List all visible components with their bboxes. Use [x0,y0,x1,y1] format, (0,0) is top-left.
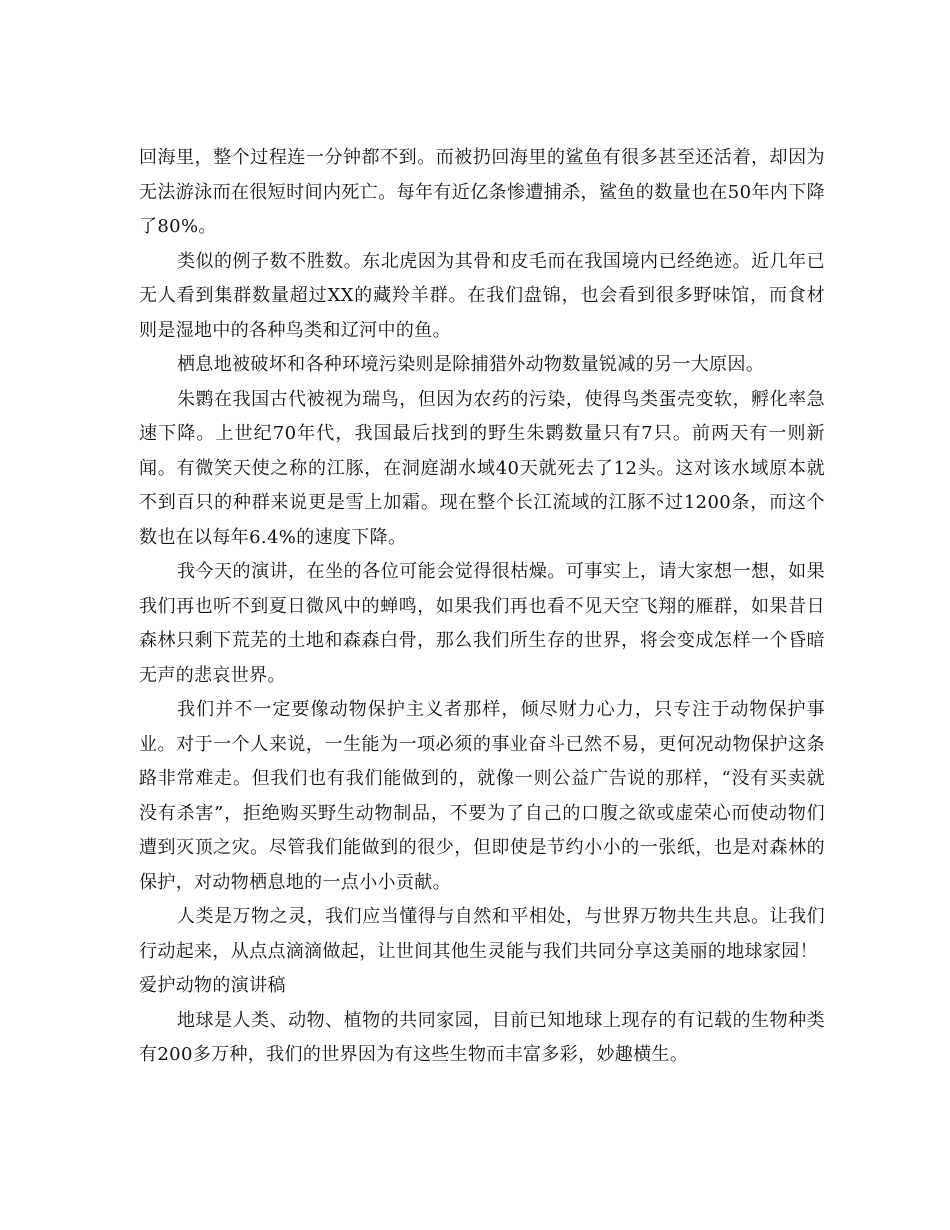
paragraph-7: 人类是万物之灵，我们应当懂得与自然和平相处，与世界万物共生共息。让我们行动起来，从点点滴滴做起，让世间其他生灵能与我们共同分享这美丽的地球家园！ [139,906,825,962]
paragraph-2: 类似的例子数不胜数。东北虎因为其骨和皮毛而在我国境内已经绝迹。近几年已无人看到集群数量超过XX的藏羚羊群。在我们盘锦，也会看到很多野味馆，而食材则是湿地中的各种鸟类和辽河中的鱼。 [139,250,825,341]
paragraph-3: 栖息地被破坏和各种环境污染则是除捕猎外动物数量锐减的另一大原因。 [177,354,765,375]
section-heading: 爱护动物的演讲稿 [139,975,286,996]
document-body [139,141,825,1073]
paragraph-6: 我们并不一定要像动物保护主义者那样，倾尽财力心力，只专注于动物保护事业。对于一个人来说，一生能为一项必须的事业奋斗已然不易，更何况动物保护这条路非常难走。但我们也有我们能做到的，就像一则公益广告说的那样，“没有买卖就没有杀害”，拒绝购买野生动物制品，不要为了自己的口腹之欲或虚荣心而使动物们遭到灭顶之灾。尽管我们能做到的很少，但即使是节约小小的一张纸，也是对森林的保护，对动物栖息地的一点小小贡献。 [139,699,825,893]
paragraph-4: 朱鹮在我国古代被视为瑞鸟，但因为农药的污染，使得鸟类蛋壳变软，孵化率急速下降。上世纪70年代，我国最后找到的野生朱鹮数量只有7只。前两天有一则新闻。有微笑天使之称的江豚，在洞庭湖水域40天就死去了12头。这对该水域原本就不到百只的种群来说更是雪上加霜。现在整个长江流域的江豚不过1200条，而这个数也在以每年6.4%的速度下降。 [139,388,825,548]
paragraph-5: 我今天的演讲，在坐的各位可能会觉得很枯燥。可事实上，请大家想一想，如果我们再也听不到夏日微风中的蝉鸣，如果我们再也看不见天空飞翔的雁群，如果昔日森林只剩下荒芜的土地和森森白骨，那么我们所生存的世界，将会变成怎样一个昏暗无声的悲哀世界。 [139,561,825,686]
paragraph-1: 回海里，整个过程连一分钟都不到。而被扔回海里的鲨鱼有很多甚至还活着，却因为无法游泳而在很短时间内死亡。每年有近亿条惨遭捕杀，鲨鱼的数量也在50年内下降了80%。 [139,147,825,237]
paragraph-8: 地球是人类、动物、植物的共同家园，目前已知地球上现存的有记载的生物种类有200多万种，我们的世界因为有这些生物而丰富多彩，妙趣横生。 [139,1009,825,1065]
